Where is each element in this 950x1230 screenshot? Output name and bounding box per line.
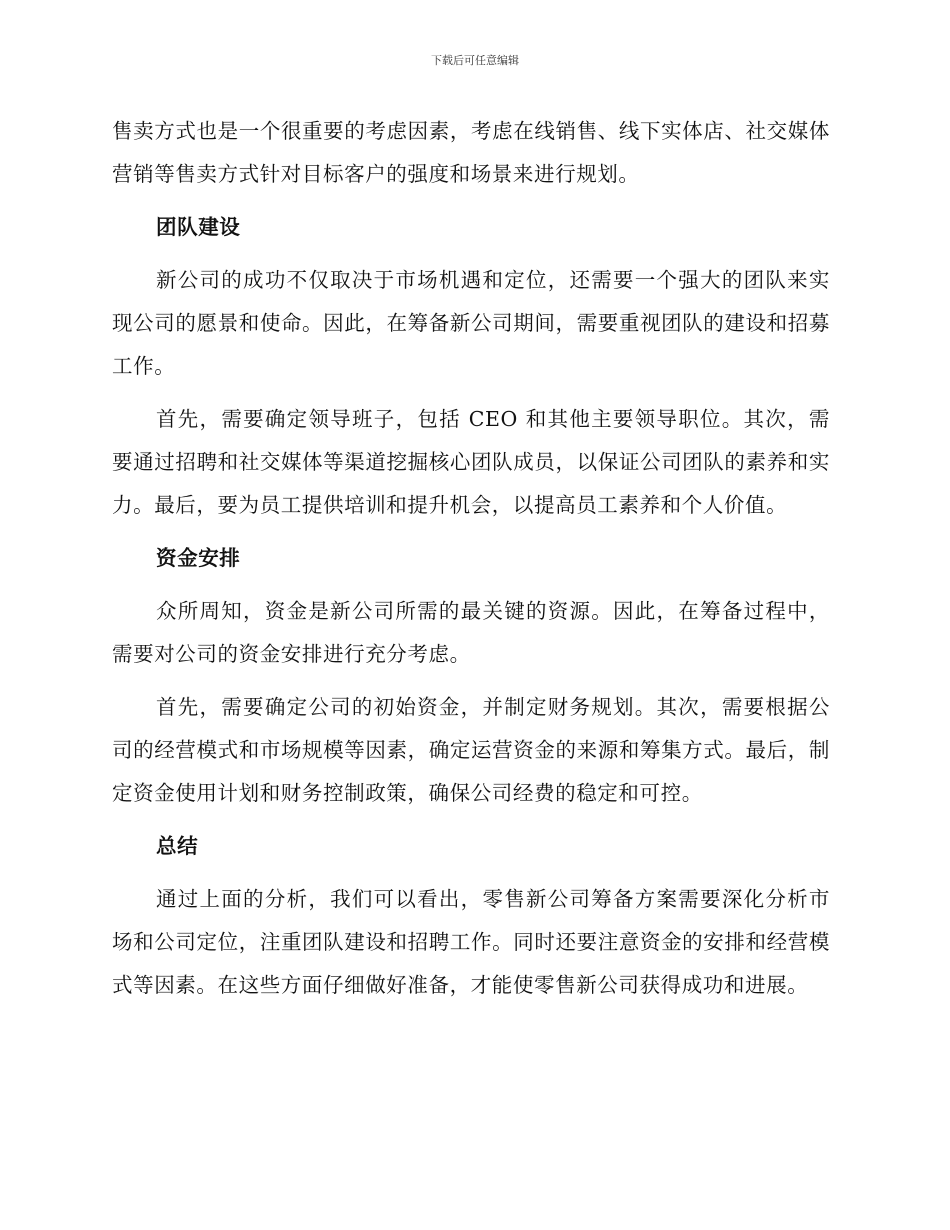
- page-header: 下载后可任意编辑: [431, 54, 519, 67]
- paragraph-team-steps: 首先，需要确定领导班子，包括 CEO 和其他主要领导职位。其次，需要通过招聘和社交媒体等渠道挖掘核心团队成员，以保证公司团队的素养和实力。最后，要为员工提供培训和提升机会，以提高员工素养和个人价值。: [112, 407, 830, 517]
- heading-funding: 资金安排: [156, 546, 241, 570]
- paragraph-summary: 通过上面的分析，我们可以看出，零售新公司筹备方案需要深化分析市场和公司定位，注重团队建设和招聘工作。同时还要注意资金的安排和经营模式等因素。在这些方面仔细做好准备，才能使零售新公司获得成功和进展。: [112, 887, 830, 997]
- paragraph-team-intro: 新公司的成功不仅取决于市场机遇和定位，还需要一个强大的团队来实现公司的愿景和使命。因此，在筹备新公司期间，需要重视团队的建设和招募工作。: [112, 268, 830, 378]
- paragraph-funding-steps: 首先，需要确定公司的初始资金，并制定财务规划。其次，需要根据公司的经营模式和市场规模等因素，确定运营资金的来源和筹集方式。最后，制定资金使用计划和财务控制政策，确保公司经费的稳定和可控。: [112, 695, 830, 805]
- paragraph-sales-method: 售卖方式也是一个很重要的考虑因素，考虑在线销售、线下实体店、社交媒体营销等售卖方式针对目标客户的强度和场景来进行规划。: [112, 119, 830, 186]
- heading-team-building: 团队建设: [156, 215, 241, 239]
- document-body: [112, 110, 830, 1017]
- paragraph-funding-intro: 众所周知，资金是新公司所需的最关键的资源。因此，在筹备过程中，需要对公司的资金安排进行充分考虑。: [112, 599, 830, 666]
- heading-summary: 总结: [156, 834, 199, 858]
